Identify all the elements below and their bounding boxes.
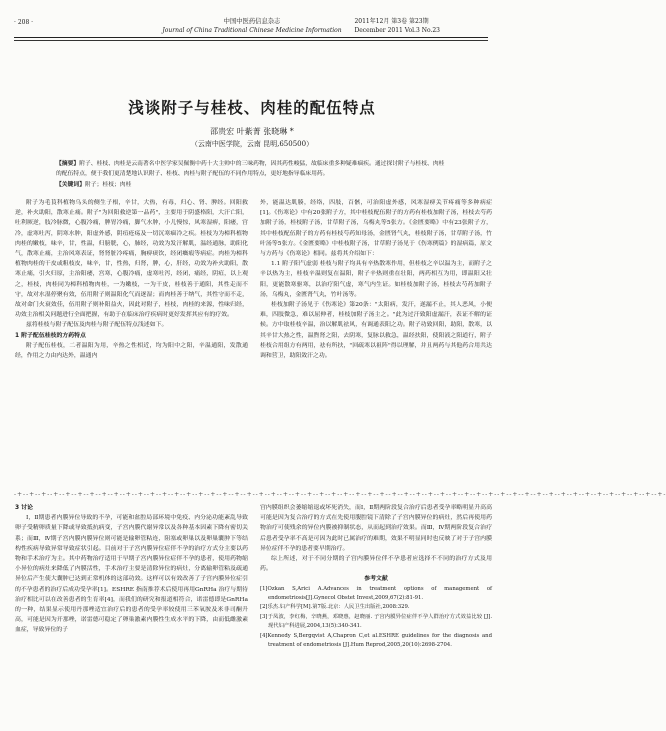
abstract-text: 附子、桂枝、肉桂是云南著名中医学家吴佩衡中药十大主帅中的三味药物，因其药性峻猛，故临床重多种疑难痼疾。通过探讨附子与桂枝、肉桂的配伍特点，便于我们更清楚地认识附子、桂枝、肉桂与附子配伍的不同作用特点，更好地指导临床用药。: [56, 161, 445, 177]
body-paragraph: 宫内膜组织会萎缩缩退或坏死消失，而Ⅰ，Ⅱ期两阶段复合治疗后患者受孕率略明显升高高可能是因为复合治疗的方式在先使用腹腔镜下清除了子宫内膜异位的病灶，然后再使用药物治疗可使残余的异位内膜被抑制状态，从而起到治疗效果。而Ⅲ，Ⅳ期两阶段复合治疗后患者受孕率不高是可因为此时已属治疗的难期，效果不明显同时也反映了对于子宫内膜异位症伴不孕的患者要早期治疗。: [260, 505, 492, 552]
reference-item: [2]乐杰.妇产科学[M].第7版.北京：人民卫生出版社,2008:329.: [260, 604, 410, 611]
keywords: [56, 180, 450, 190]
references-heading: 参考文献: [364, 576, 388, 583]
body-paragraph: 综上所述，对于不同分期的子宫内膜异位伴不孕患者应选择不不同的治疗方式及用药。: [260, 556, 492, 573]
section-heading: 1 附子配伍桂枝的方药特点: [15, 332, 86, 339]
article-divider: -+--+--+--+--+--+--+--+--+--+--+--+--+--+--+--+--+--+--+--+--+--+--+--+--+--+--+--+--+--+--+--+--+--+--+--+--+--+--+--+--+--+--+--+--+--+--+--+--+--+--+--+--+--+-: [14, 491, 666, 498]
abstract: [56, 159, 450, 179]
reference-item: [4]Kennedy S,Bergqvist A,Chapron C,et al.ESHRE guidelines for the diagnosis and treatment of endometriosis [J].Hum Reprod,2005,20(10):2698-2704.: [260, 632, 492, 649]
reference-item: [3]于凤波，李红梅，辛晓燕，邓晓惠，赵晓丽. 子宫内膜异位症伴不孕人群治疗方式效益比较 [J]. 现代妇产科进展,2004,13(5):340-341.: [260, 613, 492, 630]
page-number: · 208 ·: [14, 19, 34, 26]
discussion-column: [15, 503, 248, 636]
journal-title-cn: 中国中医药信息杂志: [223, 18, 281, 25]
header-rule: [14, 37, 488, 38]
article-authors: 邵贵宏 叶紫菁 张晓琳 *: [210, 127, 294, 136]
body-paragraph: 1.1 附子阳气虚弱 桂枝与附子均具有辛热散寒作用，但桂枝之辛以温为主，而附子之辛以热为主，桂枝辛温则复在温阳，附子辛热则重在壮阳，两药相互为用，即温阳又壮阳，更能散寒驱寒，以治疗阳气虚，寒气内生证。如桂枝加附子汤，桂枝去芍药加附子汤，乌梅丸，金匮肾气丸，竹叶汤等。: [260, 261, 492, 298]
body-paragraph: 兹将桂枝与附子配伍及肉桂与附子配伍特点浅述如下。: [26, 322, 168, 329]
discussion-right-column: [260, 503, 492, 650]
left-column: [15, 198, 248, 361]
abstract-label: 【摘要】: [56, 161, 80, 167]
reference-item: [1]Ozkan S,Arici A.Advances in treatment options of management of endometriosis[J].Gynecol Obstet Invest,2009,67(2):81-91.: [260, 585, 492, 602]
journal-title-en: Journal of China Traditional Chinese Medicine Information: [162, 27, 342, 34]
article-affiliation: （云南中医学院，云南 昆明,650500）: [190, 140, 314, 148]
body-paragraph: 附子为毛茛科植物乌头的侧生子根，辛甘，大热，有毒，归心、肾、脾经。回阳救逆，补火助阳，散寒止痛。附子"为回阳救逆第一品药"，主要用于阴盛格阳，大汗亡阳，吐利厥逆，肢冷脉微，心腹冷痛，脾胃冷痛，脚气水肿，小儿慢惊，风寒湿痹，阳痿，宫冷，虚寒吐泻，阴寒水肿，阳虚外感，阴疽疮疡及一切沉寒痼冷之疾。桂枝为为樟科植物肉桂的嫩枝，味辛，甘，性温，归膀胱，心，肺经，功效为发汗解肌，温经通脉，助阳化气，散寒止痛，主治风寒表证，肾肾脏冷疼痛，胸痹痰饮，经闭癥瘕等病症。肉桂为樟科植物肉桂的干皮或粗枝皮，味辛，甘，性热，归肾，脾，心，肝经，功效为补火助阳，散寒止痛，引火归原，主治阳痿，宫寒，心腹冷痛，虚寒吐泻，经闭，痛经，阴疽，以上观之，桂枝，肉桂同为樟科植物肉桂，一为嫩枝，一为干皮，桂枝善于通阳，其性走而不守，故对水湿停聚有效，伍用附子则温阳化气而逐湿；而肉桂善于纳气，其性守而不走，故对命门火衰效佳，伍用附子则补阳益火，因此对附子，桂枝，肉桂的来源，性味归经，功效主治相关问题进行全面把握，有助于在临床治疗疾病时更好发挥其应有的疗效。: [15, 200, 248, 319]
keywords-label: 【关键词】: [56, 182, 85, 188]
keywords-text: 附子；桂枝；肉桂: [85, 182, 132, 188]
issue-info-cn: 2011年12月 第3卷 第23期: [354, 18, 429, 25]
header-rule-thin: [14, 40, 488, 41]
body-paragraph: 桂枝加附子汤见于《伤寒论》第20条："太阳病，发汗，遂漏不止，其人恶风，小便难，四肢微急，难以屈伸者，桂枝加附子汤主之。"此为过汗致阳虚漏汗，表证不解的证候。方中取桂枝辛温，治以解肌祛风，有调通表阳之功。附子功致回阳，助阳，散寒，以其辛甘大热之性，温煦肾之阳，去阴寒，复脉以救急，温经扶阳，使阳液之阳道行，附子桂枝合用组方有两用，祛有所扶，"回疏寒以祖阵"得以理解，并且两药与其他药合用共达调和营卫，助阳敛汗之功。: [260, 302, 492, 360]
article-title: 浅谈附子与桂枝、肉桂的配伍特点: [128, 98, 376, 117]
issue-info-en: December 2011 Vol.3 No.23: [354, 27, 440, 34]
body-paragraph: 附子配伍桂枝，二者温阳为用，辛热之性相近，均为阳中之阳，辛温通阳，发散通经，作用之力由内达外，温通内: [15, 342, 248, 360]
section-heading: 3 讨论: [15, 505, 33, 511]
abstract-block: [56, 159, 450, 190]
issue-info: [354, 17, 440, 35]
body-paragraph: Ⅰ，Ⅱ期患者内膜异位导致的不孕，可能和盆腔局部环境中免疫、内分泌功能紊乱导致卵子受精卵质量下降或导致抵抗病变，子宫内膜代谢异常以及各种基本因素下降有密切关系；而Ⅲ，Ⅳ期子宫内膜内膜异位则可能是输卵管粘连，阻塞或卵巢以及卵巢囊肿下等结构性疾病导致异常导致症状引起。目前对于子宫内膜异位症伴不孕的治疗方式分主要以药物和手术治疗为主。其中药物治疗适用于早期子宫内膜异位症伴不孕的患者，使用药物缩小异位的病灶来降低了内膜活性，手术治疗主要是清除异位的病灶，分离输卵管粘及疏通异位后产生使大囊肿已达到正常机体的这部功效。这样可以有效改善了子宫内膜异位症引的不孕患者的治疗后成功受孕率[1]。ESHRE 指南推荐术后使用再用GnRHa 治疗与期待治疗相比可以在改善患者的生育率[4]，而我们的研究和报道相符合，诺雷德即是GnRHa 的一种，结果显示使用丹那唑适宜治疗后的患者的受孕率较使用三苯氧胺及米非司酮升高，可能是因为开那唑，诺雷德可稳定了卵巢激素内膜性生成水平的下降，由而低雌激素血症，导致异位的子: [15, 515, 248, 634]
right-column: [260, 198, 492, 361]
body-paragraph: 外，能温达肌腠，经络，四肢，百骸，可治阳虚外感，风寒湿痹关节疼痛等多种病症[1]。《伤寒论》中有20张附子方，其中桂枝配伍附子的方药有桂枝加附子汤，桂枝去芍药加附子汤，桂枝附子汤，甘草附子汤，乌梅丸等5张方。《金匮要略》中有23张附子方，其中桂枝配伍附子的方药有桂枝芍药知母汤，金匮肾气丸，桂枝附子汤，甘草附子汤，竹叶汤等5张方。《金匮要略》中桂枝附子汤，甘草附子汤见于《伤寒例篇》的湿病篇，原文与方药与《伤寒论》相同。兹将其介绍如下：: [260, 200, 492, 258]
